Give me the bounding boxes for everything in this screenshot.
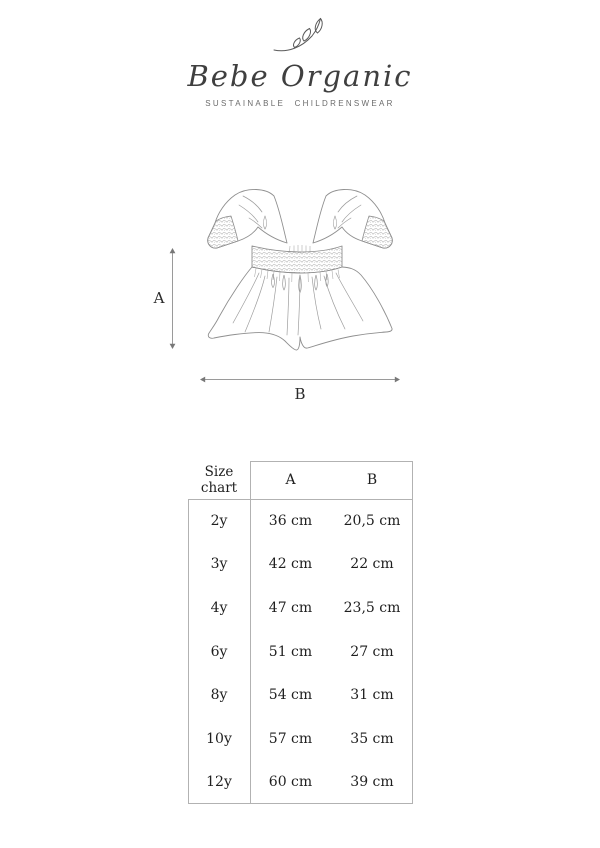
column-header-a: A	[285, 472, 296, 488]
branch-sprig-icon	[272, 13, 328, 55]
measurement-b-cell: 31 cm	[350, 687, 394, 704]
table-header-row	[188, 461, 413, 499]
column-header-b: B	[366, 472, 378, 488]
brand-tagline: SUSTAINABLE CHILDRENSWEAR	[205, 99, 395, 108]
table-row	[188, 543, 413, 587]
measurement-b-cell: 22 cm	[350, 556, 394, 573]
table-row	[188, 630, 413, 674]
measurement-b-cell: 39 cm	[350, 774, 394, 791]
garment-illustration	[203, 183, 397, 355]
measurement-a-cell: 36 cm	[268, 512, 313, 529]
measurement-arrow-a	[167, 248, 178, 349]
size-cell: 2y	[210, 512, 228, 529]
size-cell: 3y	[210, 556, 228, 573]
table-row	[188, 586, 413, 630]
measurement-label-b: B	[294, 385, 306, 403]
table-row	[188, 673, 413, 717]
table-row	[188, 760, 413, 804]
size-cell: 4y	[210, 599, 228, 616]
measurement-b-cell: 23,5 cm	[343, 599, 401, 616]
measurement-a-cell: 57 cm	[268, 730, 313, 747]
measurement-a-cell: 60 cm	[268, 774, 313, 791]
measurement-b-cell: 20,5 cm	[343, 512, 401, 529]
measurement-b-cell: 35 cm	[350, 730, 394, 747]
measurement-b-cell: 27 cm	[350, 643, 394, 660]
table-row	[188, 499, 413, 543]
size-cell: 12y	[206, 774, 232, 791]
measurement-label-a: A	[153, 289, 165, 307]
measurement-a-cell: 51 cm	[268, 643, 313, 660]
size-chart-title: Size chart	[200, 463, 238, 496]
measurement-a-cell: 42 cm	[268, 556, 313, 573]
measurement-a-cell: 47 cm	[268, 599, 313, 616]
size-cell: 8y	[210, 687, 228, 704]
size-cell: 10y	[206, 730, 232, 747]
size-chart-table	[188, 461, 413, 804]
measurement-arrow-b	[200, 374, 400, 385]
brand-name: Bebe Organic	[187, 59, 413, 93]
table-row	[188, 717, 413, 761]
size-cell: 6y	[210, 643, 228, 660]
measurement-a-cell: 54 cm	[268, 687, 313, 704]
